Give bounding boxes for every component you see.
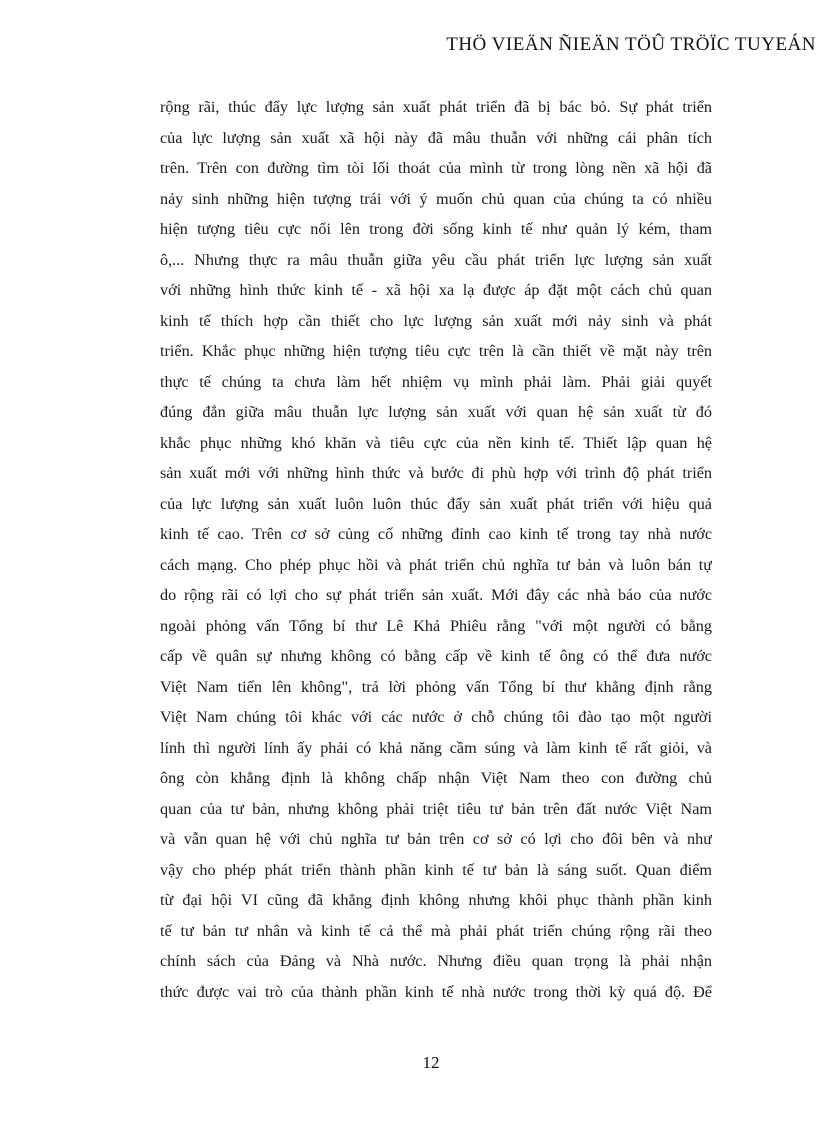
body-text-line: lính thì người lính ấy phải có khả năng cầm súng và làm kinh tế rất giỏi, và [160, 738, 712, 757]
body-text-line: thức được vai trò của thành phần kinh tế nhà nước trong thời kỳ quá độ. Để [160, 982, 712, 1001]
body-text-line: đúng đắn giữa mâu thuẫn lực lượng sản xuất với quan hệ sản xuất từ đó [160, 403, 712, 421]
body-text-line: khắc phục những khó khăn và tiêu cực của nền kinh tế. Thiết lập quan hệ [160, 433, 712, 452]
body-text-line: cấp về quân sự nhưng không có bằng cấp về kinh tế ông có thể đưa nước [160, 647, 712, 665]
body-text-line: Việt Nam tiến lên không", trả lời phỏng vấn Tổng bí thư khẳng định rằng [160, 677, 712, 696]
body-text-line: nảy sinh những hiện tượng trái với ý muốn chủ quan của chúng ta có nhiều [160, 189, 712, 208]
page-number: 12 [422, 1053, 440, 1072]
body-text-line: quan của tư bản, nhưng không phải triệt tiêu tư bản trên đất nước Việt Nam [160, 799, 712, 818]
body-text-line: của lực lượng sản xuất luôn luôn thúc đẩy sản xuất phát triển với hiệu quả [160, 494, 712, 513]
body-text-line: trên. Trên con đường tìm tòi lối thoát của mình từ trong lòng nền xã hội đã [160, 159, 712, 177]
body-text-line: ngoài phỏng vấn Tổng bí thư Lê Khả Phiêu rằng "với một người có bằng [160, 616, 712, 635]
body-text-line: kinh tế cao. Trên cơ sở củng cố những đỉnh cao kinh tế trong tay nhà nước [160, 525, 712, 543]
body-text [160, 92, 712, 1007]
body-text-line: ông còn khẳng định là không chấp nhận Việt Nam theo con đường chủ [160, 769, 712, 787]
body-text-line: của lực lượng sản xuất xã hội này đã mâu thuẫn với những cái phân tích [160, 128, 712, 147]
body-text-line: do rộng rãi có lợi cho sự phát triển sản xuất. Mới đây các nhà báo của nước [160, 586, 712, 604]
body-text-line: và vẫn quan hệ với chủ nghĩa tư bản trên cơ sở có lợi cho đôi bên và như [160, 830, 712, 848]
body-text-line: hiện tượng tiêu cực nổi lên trong đời sống kinh tế như quản lý kém, tham [160, 220, 712, 238]
body-text-line: rộng rãi, thúc đẩy lực lượng sản xuất phát triển đã bị bác bỏ. Sự phát triển [160, 98, 712, 116]
body-text-line: thực tế chúng ta chưa làm hết nhiệm vụ mình phải làm. Phải giải quyết [160, 372, 712, 391]
body-text-line: cách mạng. Cho phép phục hồi và phát triển chủ nghĩa tư bản và luôn bán tự [160, 555, 712, 574]
body-text-line: với những hình thức kinh tế - xã hội xa lạ được áp đặt một cách chủ quan [160, 281, 712, 299]
page-header-title: THÖ VIEÄN ÑIEÄN TÖÛ TRÖÏC TUYEÁN [446, 34, 816, 55]
body-text-line: tế tư bản tư nhân và kinh tế cả thể mà phải phát triển chúng rộng rãi theo [160, 921, 712, 940]
body-text-line: ô,... Nhưng thực ra mâu thuẫn giữa yêu cầu phát triển lực lượng sản xuất [160, 250, 712, 269]
body-text-line: chính sách của Đảng và Nhà nước. Nhưng điều quan trọng là phải nhận [160, 952, 712, 970]
body-text-line: vậy cho phép phát triển thành phần kinh tế tư bản là sáng suốt. Quan điểm [160, 860, 712, 879]
body-text-line: sản xuất mới với những hình thức và bước đi phù hợp với trình độ phát triển [160, 464, 712, 482]
body-text-line: từ đại hội VI cũng đã khẳng định không nhưng khôi phục thành phần kinh [160, 891, 712, 909]
body-text-line: Việt Nam chúng tôi khác với các nước ở chỗ chúng tôi đào tạo một người [160, 708, 712, 726]
body-text-line: triển. Khắc phục những hiện tượng tiêu cực trên là cần thiết về mặt này trên [160, 342, 712, 360]
body-text-line: kinh tế thích hợp cần thiết cho lực lượng sản xuất mới nảy sinh và phát [160, 311, 712, 330]
